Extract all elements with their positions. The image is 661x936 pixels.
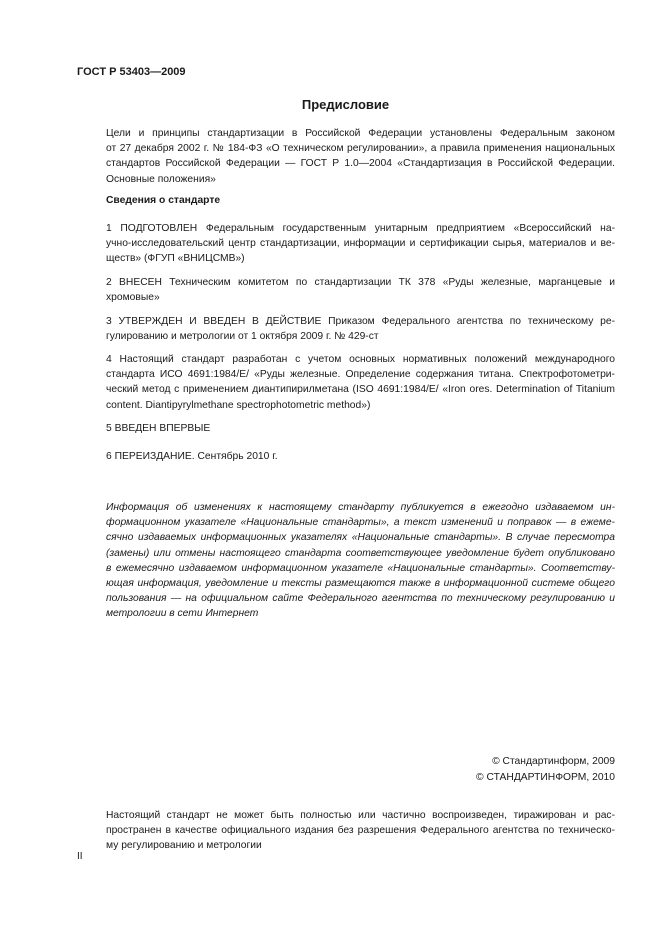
item-line: 5 ВВЕДЕН ВПЕРВЫЕ: [106, 423, 211, 434]
item-line: учно-исследовательский центр стандартизации, информации и сертификации сырья, материалов и ве-: [106, 238, 615, 250]
item-5: [77, 421, 615, 436]
copyright-2009: © Стандартинформ, 2009: [492, 756, 615, 767]
notice-line: сячно издаваемых информационных указателях «Национальные стандарты». В случае пересмотра: [106, 532, 615, 544]
reproduction-line: му регулированию и метрологии: [106, 840, 262, 852]
copyright-2010: © СТАНДАРТИНФОРМ, 2010: [476, 772, 615, 783]
notice-line: метрологии в сети Интернет: [106, 608, 259, 620]
item-line: 6 ПЕРЕИЗДАНИЕ. Сентябрь 2010 г.: [106, 451, 278, 462]
standard-id: ГОСТ Р 53403—2009: [77, 66, 186, 78]
notice-line: формационном указателе «Национальные стандарты», а текст изменений и поправок — в ежеме-: [106, 517, 615, 529]
item-line: ческий метод с применением диантипирилметана (ISO 4691:1984/Е/ «Iron ores. Determination of Titanium: [106, 384, 615, 396]
reproduction-notice: [77, 808, 615, 854]
intro-line: Цели и принципы стандартизации в Российской Федерации установлены Федеральным законом: [106, 128, 615, 139]
notice-line: ющая информация, уведомление и тексты размещаются также в информационной системе общего: [106, 578, 615, 590]
page-title: Предисловие: [301, 97, 390, 112]
section-subheading: Сведения о стандарте: [106, 195, 221, 206]
item-line: content. Diantipyrylmethane spectrophotometric method»): [106, 399, 371, 411]
item-3: [77, 314, 615, 344]
item-line: 3 УТВЕРЖДЕН И ВВЕДЕН В ДЕЙСТВИЕ Приказом Федерального агентства по техническому ре-: [106, 316, 615, 327]
notice-line: пользования — на официальном сайте Федерального агентства по техническому регулированию и: [106, 593, 615, 605]
notice-line: в ежемесячно издаваемом информационном указателе «Национальные стандарты». Соответству-: [106, 562, 615, 574]
notice-paragraph: [77, 500, 615, 622]
item-line: стандарта ИСО 4691:1984/Е/ «Руды железные. Определение содержания титана. Спектрофотометри-: [106, 369, 615, 381]
item-2: [77, 275, 615, 305]
page-number: II: [77, 851, 83, 862]
notice-line: (замены) или отмены настоящего стандарта соответствующее уведомление будет опубликовано: [106, 547, 615, 559]
item-line: 4 Настоящий стандарт разработан с учетом основных нормативных положений международного: [106, 354, 615, 365]
reproduction-line: пространен в качестве официального издания без разрешения Федерального агентства по техническо-: [106, 825, 615, 837]
reproduction-line: Настоящий стандарт не может быть полностью или частично воспроизведен, тиражирован и рас-: [106, 810, 615, 821]
item-line: 2 ВНЕСЕН Техническим комитетом по стандартизации ТК 378 «Руды железные, марганцевые и: [106, 277, 615, 288]
item-line: гулированию и метрологии от 1 октября 2009 г. № 429-ст: [106, 331, 379, 343]
intro-line: стандартов Российской Федерации — ГОСТ Р 1.0—2004 «Стандартизация в Российской Федерации.: [106, 158, 615, 170]
item-4: [77, 352, 615, 413]
item-line: ществ» (ФГУП «ВНИЦСМВ»): [106, 253, 245, 265]
item-line: 1 ПОДГОТОВЛЕН Федеральным государственным унитарным предприятием «Всероссийский на-: [106, 223, 615, 234]
item-line: хромовые»: [106, 292, 160, 304]
item-1: [77, 221, 615, 267]
intro-paragraph: [77, 126, 615, 187]
intro-line: от 27 декабря 2002 г. № 184-ФЗ «О техническом регулировании», а правила применения национальных: [106, 143, 615, 155]
notice-line: Информация об изменениях к настоящему стандарту публикуется в ежегодно издаваемом ин-: [106, 502, 615, 513]
intro-line: Основные положения»: [106, 173, 216, 185]
item-6: [77, 449, 615, 464]
